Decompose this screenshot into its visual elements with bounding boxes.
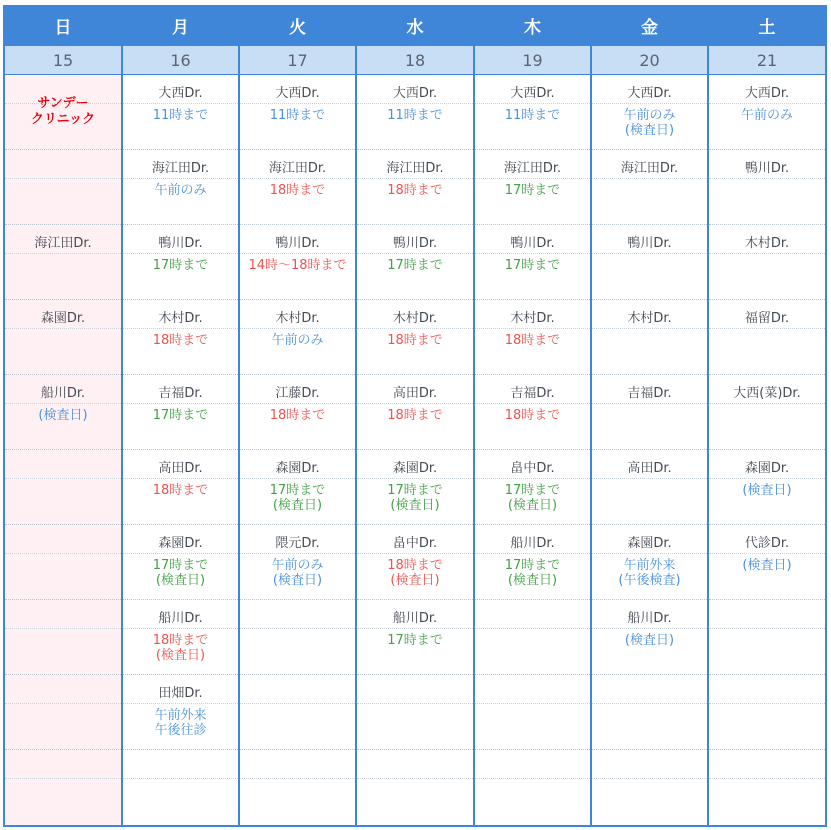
schedule-slot [709,450,825,525]
hours-note: 17時まで (検査日) [152,558,209,588]
schedule-slot [123,300,238,375]
doctor-name: 船川Dr. [392,611,438,626]
doctor-name: 田畑Dr. [158,686,203,701]
hours-note: 18時まで (検査日) [152,633,209,663]
weekday-header-mon: 月 [123,7,238,44]
schedule-slot [5,525,121,600]
schedule-slot [240,225,355,300]
hours-note: 午前外来 (午後検査) [618,558,681,588]
schedule-slot [475,750,590,825]
hours-note: 17時まで [152,408,209,423]
doctor-name: 隈元Dr. [275,536,320,551]
doctor-name: 吉福Dr. [627,386,672,401]
schedule-slot [123,750,238,825]
doctor-name: 海江田Dr. [34,236,92,251]
schedule-slot [123,525,238,600]
hours-note: 11時まで [269,108,326,123]
schedule-slot [475,450,590,525]
hours-note: 18時まで [387,408,443,423]
doctor-name: 吉福Dr. [158,386,203,401]
schedule-slot [240,675,355,750]
date-cell-thu: 19 [475,46,590,74]
weekday-header-sat: 土 [709,7,825,44]
schedule-slot [709,600,825,675]
hours-note: 11時まで [387,108,443,123]
doctor-name: 代診Dr. [744,536,790,551]
doctor-name: 木村Dr. [392,311,438,326]
clinic-label: サンデー クリニック [30,96,96,127]
schedule-slot [592,300,707,375]
doctor-name: 森園Dr. [392,461,438,476]
schedule-slot [592,225,707,300]
doctor-name: 高田Dr. [158,461,203,476]
day-column-sun [5,75,121,825]
schedule-slot [357,375,473,450]
hours-note: 17時まで (検査日) [387,483,443,513]
doctor-name: 木村Dr. [627,311,672,326]
schedule-slot [709,150,825,225]
schedule-slot [357,750,473,825]
schedule-slot [357,300,473,375]
hours-note: (検査日) [38,408,88,423]
hours-note: 午前のみ (検査日) [271,558,324,588]
hours-note: 17時まで (検査日) [504,558,561,588]
schedule-slot [357,75,473,150]
doctor-name: 大西Dr. [158,86,203,101]
doctor-name: 森園Dr. [275,461,320,476]
doctor-name: 船川Dr. [627,611,672,626]
doctor-name: 福留Dr. [744,311,790,326]
schedule-calendar [3,5,827,827]
day-column-sat [709,75,825,825]
hours-note: 11時まで [152,108,209,123]
hours-note: 18時まで [152,483,209,498]
doctor-name: 木村Dr. [158,311,203,326]
hours-note: 午前のみ [740,108,793,123]
schedule-slot [5,375,121,450]
doctor-name: 海江田Dr. [268,161,327,176]
hours-note: 17時まで (検査日) [269,483,326,513]
schedule-slot [357,225,473,300]
hours-note: 17時まで [504,183,561,198]
schedule-slot [5,225,121,300]
schedule-slot [357,600,473,675]
doctor-name: 鴨川Dr. [158,236,203,251]
schedule-slot [240,750,355,825]
schedule-slot [123,375,238,450]
doctor-name: 木村Dr. [275,311,320,326]
schedule-slot [123,450,238,525]
doctor-name: 森園Dr. [744,461,790,476]
hours-note: 17時まで [387,633,443,648]
hours-note: 17時まで (検査日) [504,483,561,513]
schedule-slot [123,600,238,675]
schedule-slot [357,150,473,225]
schedule-slot [240,600,355,675]
hours-note: 18時まで [504,408,561,423]
day-column-fri [592,75,707,825]
schedule-slot [475,375,590,450]
doctor-name: 海江田Dr. [503,161,562,176]
hours-note: 18時まで [269,408,326,423]
hours-note: 午前のみ [271,333,324,348]
doctor-name: 大西Dr. [275,86,320,101]
hours-note: 18時まで [269,183,326,198]
schedule-slot [357,525,473,600]
schedule-slot [475,675,590,750]
doctor-name: 大西Dr. [510,86,555,101]
schedule-slot [240,375,355,450]
schedule-slot [592,75,707,150]
hours-note: 午前のみ (検査日) [623,108,676,138]
doctor-name: 畠中Dr. [510,461,555,476]
schedule-slot [240,75,355,150]
doctor-name: 江藤Dr. [275,386,320,401]
schedule-slot [475,525,590,600]
schedule-slot [709,75,825,150]
schedule-slot [5,150,121,225]
schedule-slot [475,75,590,150]
schedule-slot [709,300,825,375]
schedule-slot [5,450,121,525]
hours-note: 14時〜18時まで [248,258,347,273]
doctor-name: 森園Dr. [40,311,86,326]
hours-note: 17時まで [504,258,561,273]
hours-note: 午前のみ [154,183,207,198]
doctor-name: 高田Dr. [392,386,438,401]
doctor-name: 鴨川Dr. [275,236,320,251]
weekday-header-wed: 水 [357,7,473,44]
schedule-slot [357,675,473,750]
hours-note: 17時まで [387,258,443,273]
doctor-name: 大西Dr. [744,86,790,101]
schedule-slot [475,600,590,675]
schedule-slot [123,225,238,300]
schedule-slot [592,525,707,600]
doctor-name: 鴨川Dr. [627,236,672,251]
day-column-mon [123,75,238,825]
hours-note: 18時まで [387,333,443,348]
schedule-slot [5,600,121,675]
day-column-tue [240,75,355,825]
schedule-slot [5,675,121,750]
hours-note: 18時まで [504,333,561,348]
doctor-name: 船川Dr. [158,611,203,626]
schedule-slot [475,150,590,225]
date-cell-fri: 20 [592,46,707,74]
schedule-slot [592,150,707,225]
hours-note: (検査日) [624,633,675,648]
schedule-slot [240,150,355,225]
doctor-name: 大西Dr. [392,86,438,101]
schedule-slot [475,225,590,300]
schedule-slot [357,450,473,525]
doctor-name: 吉福Dr. [510,386,555,401]
schedule-slot [240,450,355,525]
schedule-slot [5,300,121,375]
schedule-slot [240,525,355,600]
schedule-slot [592,750,707,825]
doctor-name: 海江田Dr. [620,161,679,176]
schedule-slot [5,750,121,825]
doctor-name: 海江田Dr. [386,161,444,176]
hours-note: (検査日) [742,483,792,498]
hours-note: (検査日) [742,558,792,573]
hours-note: 18時まで [387,183,443,198]
doctor-name: 木村Dr. [510,311,555,326]
hours-note: 17時まで [152,258,209,273]
schedule-slot [709,525,825,600]
weekday-header-thu: 木 [475,7,590,44]
schedule-slot [592,375,707,450]
date-cell-wed: 18 [357,46,473,74]
weekday-header-tue: 火 [240,7,355,44]
doctor-name: 船川Dr. [40,386,86,401]
schedule-slot [709,375,825,450]
date-cell-sat: 21 [709,46,825,74]
schedule-slot [5,75,121,150]
weekday-header-sun: 日 [5,7,121,44]
schedule-slot [709,675,825,750]
doctor-name: 鴨川Dr. [510,236,555,251]
date-cell-sun: 15 [5,46,121,74]
schedule-slot [709,750,825,825]
doctor-name: 木村Dr. [744,236,790,251]
schedule-slot [123,75,238,150]
day-column-thu [475,75,590,825]
schedule-slot [240,300,355,375]
doctor-name: 森園Dr. [158,536,203,551]
hours-note: 18時まで [152,333,209,348]
hours-note: 午前外来 午後往診 [154,708,207,738]
hours-note: 18時まで (検査日) [387,558,443,588]
schedule-slot [592,675,707,750]
schedule-slot [709,225,825,300]
doctor-name: 大西(菜)Dr. [733,386,801,401]
doctor-name: 高田Dr. [627,461,672,476]
schedule-slot [475,300,590,375]
doctor-name: 大西Dr. [627,86,672,101]
doctor-name: 森園Dr. [627,536,672,551]
doctor-name: 畠中Dr. [392,536,438,551]
doctor-name: 鴨川Dr. [392,236,438,251]
hours-note: 11時まで [504,108,561,123]
schedule-slot [123,150,238,225]
doctor-name: 船川Dr. [510,536,555,551]
date-cell-mon: 16 [123,46,238,74]
schedule-slot [592,450,707,525]
doctor-name: 海江田Dr. [151,161,210,176]
date-cell-tue: 17 [240,46,355,74]
weekday-header-fri: 金 [592,7,707,44]
schedule-slot [123,675,238,750]
schedule-slot [592,600,707,675]
day-column-wed [357,75,473,825]
doctor-name: 鴨川Dr. [744,161,790,176]
